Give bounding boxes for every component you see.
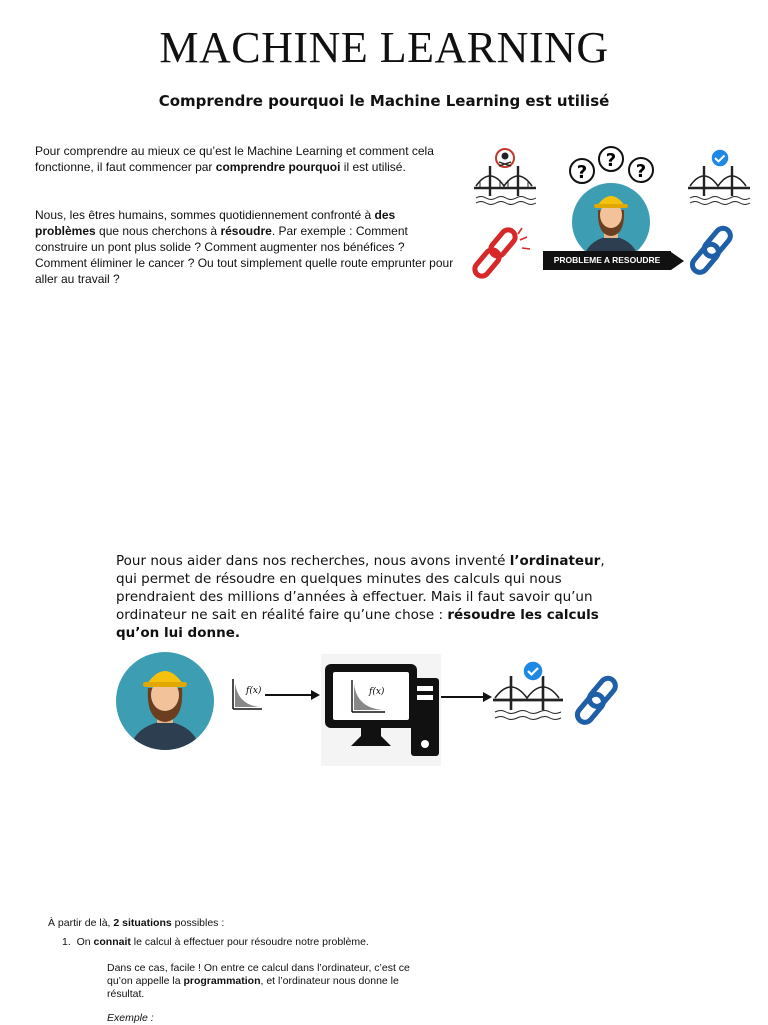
computer-text-2: , qui permet de résoudre en quelques minutes des calculs qui nous prendraient des millions d’années à effectuer. Mais il faut savoir qu’un ordinateur ne sait en réalité faire qu’une chose : <box>116 553 605 623</box>
intro-p2-bold-problems: des problèmes <box>35 208 396 238</box>
formula-icon <box>233 679 262 709</box>
desktop-computer-icon <box>321 654 441 766</box>
computer-text-1: Pour nous aider dans nos recherches, nous avons inventé <box>116 553 510 569</box>
danger-skull-icon <box>496 149 514 167</box>
intro-paragraph-1 <box>35 143 455 175</box>
case-text-1: Dans ce cas, facile ! On entre ce calcul dans l’ordinateur, c’est ce qu’on appelle la <box>107 962 410 987</box>
situation-item-end: le calcul à effectuer pour résoudre notre problème. <box>130 936 369 948</box>
intro-p2-text: Nous, les êtres humains, sommes quotidiennement confronté à <box>35 208 375 222</box>
situation-case-text <box>107 962 417 1001</box>
intro-paragraph-2 <box>35 207 455 287</box>
computer-illustration <box>115 650 635 770</box>
situation-item-bold: connait <box>93 936 131 948</box>
case-bold-programmation: programmation <box>183 975 261 987</box>
situations-intro-end: possibles : <box>171 917 225 929</box>
intro-p1-text: Pour comprendre au mieux ce qu’est le Machine Learning et comment cela fonctionne, il faut commencer par <box>35 144 434 174</box>
bridge-left-icon <box>474 166 536 205</box>
bridge-right-icon <box>688 166 750 205</box>
situations-intro <box>48 917 648 930</box>
problem-banner: PROBLEME A RESOUDRE <box>543 251 671 270</box>
broken-chain-icon <box>472 227 530 279</box>
arrow-to-bridge-icon <box>441 692 492 702</box>
situation-item-1 <box>62 936 662 949</box>
computer-paragraph <box>116 552 626 642</box>
question-marks-icon <box>570 147 653 183</box>
intro-p2-text-2: que nous cherchons à <box>95 224 221 238</box>
computer-bold-ordinateur: l’ordinateur <box>509 553 601 569</box>
intro-p1-bold: comprendre pourquoi <box>215 160 341 174</box>
arrow-right-icon <box>671 252 684 270</box>
chain-link-icon <box>689 225 733 275</box>
question-mark-2: ? <box>605 150 617 171</box>
question-mark-1: ? <box>576 162 588 183</box>
check-badge-2-icon <box>523 661 543 681</box>
question-mark-3: ? <box>635 161 647 182</box>
engineer-avatar-2 <box>116 652 214 760</box>
arrow-to-computer-icon <box>265 690 320 700</box>
situations-intro-bold: 2 situations <box>113 917 172 929</box>
chain-link-2-icon <box>574 675 618 725</box>
screen-formula-label: f(x) <box>369 687 385 697</box>
computer-bold-calculs: résoudre les calculs qu’on lui donne <box>116 607 599 641</box>
case-text-2: , et l’ordinateur nous donne le résultat. <box>107 975 399 1000</box>
situations-intro-text: À partir de là, <box>48 917 114 929</box>
page-title: MACHINE LEARNING <box>159 23 609 72</box>
intro-p2-text-3: . Par exemple : Comment construire un pont plus solide ? Comment augmenter nos bénéfices ? Comment éliminer le cancer ? Ou tout simplement quelle route emprunter pour aller au travail ? <box>35 224 454 286</box>
situation-item-number: 1. <box>62 936 71 948</box>
check-badge-icon <box>711 149 729 167</box>
computer-text-end: . <box>234 625 241 641</box>
example-label: Exemple : <box>107 1012 154 1024</box>
bridge-solved-icon <box>493 676 563 720</box>
intro-p2-bold-solve: résoudre <box>220 224 272 238</box>
page-subtitle: Comprendre pourquoi le Machine Learning est utilisé <box>158 92 610 110</box>
intro-p1-end: il est utilisé. <box>340 160 406 174</box>
situation-item-text: On <box>76 936 94 948</box>
formula-label: f(x) <box>246 686 262 696</box>
